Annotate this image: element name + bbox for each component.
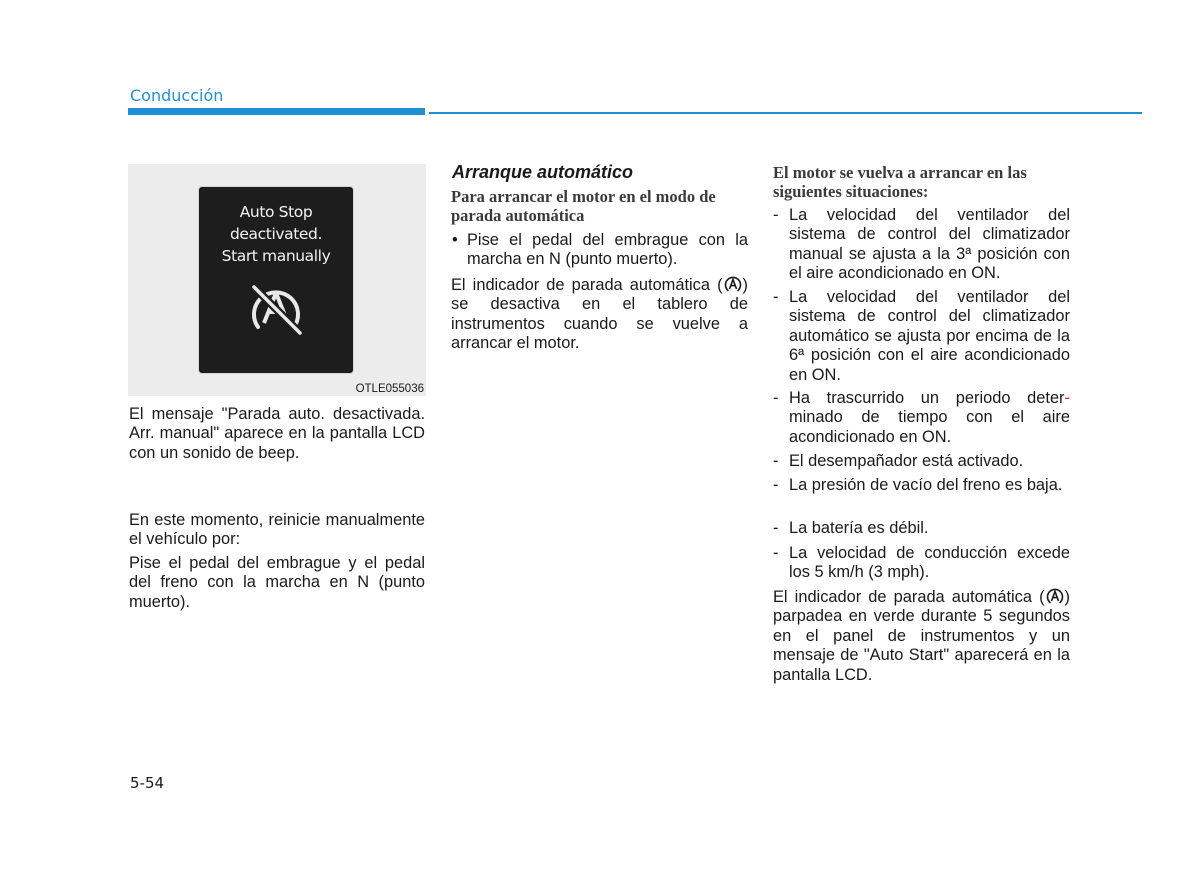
col3-item-2-text: La velocidad del ventilador del sistema de control del climatizador automático se ajusta por encima de la 6ª posición con el aire acondicionado en ON.	[789, 288, 1070, 384]
dash-mark: -	[773, 389, 779, 407]
auto-stop-indicator-icon	[1046, 587, 1064, 605]
dash-mark: -	[773, 544, 779, 562]
dash-mark: -	[773, 452, 779, 470]
figure-code: OTLE055036	[355, 383, 424, 395]
lcd-figure	[128, 164, 426, 396]
col1-paragraph-3: Pise el pedal del embrague y el pedal del freno con la marcha en N (punto muerto).	[129, 554, 425, 611]
dash-mark: -	[773, 288, 779, 306]
col3-item-4	[773, 452, 1070, 471]
col3-paragraph-end: ) parpadea en verde durante 5 segundos en el panel de instrumentos y un mensaje de "Auto Start" aparecerá en la pantalla LCD.	[773, 588, 1070, 684]
col2-bullet-text: Pise el pedal del embrague con la marcha en N (punto muerto).	[467, 231, 748, 269]
col2-paragraph-start: El indicador de parada automática (	[451, 276, 723, 294]
col2-bullet-item	[452, 231, 748, 270]
col3-item-5-text: La presión de vacío del freno es baja.	[789, 476, 1063, 494]
col3-item-3	[773, 389, 1070, 447]
col2-subheading: Para arrancar el motor en el modo de parada automática	[451, 187, 716, 225]
col3-heading: El motor se vuelva a arrancar en las siguientes situaciones:	[773, 163, 1027, 201]
page-number: 5-54	[130, 774, 165, 792]
dash-mark: -	[773, 519, 779, 537]
col2-paragraph-end: ) se desactiva en el tablero de instrumentos cuando se vuelve a arrancar el motor.	[451, 276, 748, 353]
bullet-mark: •	[452, 231, 458, 249]
lcd-line-2: deactivated.	[229, 225, 323, 243]
col3-item-7	[773, 544, 1070, 583]
lcd-screen	[198, 186, 354, 374]
section-title: Conducción	[130, 86, 224, 105]
col1-paragraph-1: El mensaje "Parada auto. desactivada. Arr. manual" aparece en la pantalla LCD con un sonido de beep.	[129, 405, 425, 462]
col3-item-6-text: La batería es débil.	[789, 519, 929, 537]
auto-stop-off-icon	[244, 279, 308, 339]
col3-item-1-text: La velocidad del ventilador del sistema de control del climatizador manual se ajusta a la 3ª posición con el aire acondicionado en ON.	[789, 206, 1070, 283]
dash-mark: -	[773, 476, 779, 494]
header-rule-thick	[128, 108, 425, 115]
auto-stop-indicator-icon	[724, 275, 742, 293]
col3-item-5	[773, 476, 1070, 495]
lcd-line-3: Start manually	[221, 247, 331, 265]
col3-item-3-text-start: Ha trascurrido un periodo deter	[789, 389, 1065, 407]
lcd-line-1: Auto Stop	[239, 203, 313, 221]
col3-item-6	[773, 519, 1070, 538]
col3-item-4-text: El desempañador está activado.	[789, 452, 1024, 470]
col3-item-1	[773, 206, 1070, 284]
lcd-message	[199, 201, 353, 267]
col3-paragraph-start: El indicador de parada automática (	[773, 588, 1045, 606]
col3-item-7-text: La velocidad de conducción excede los 5 km/h (3 mph).	[789, 544, 1070, 582]
col1-paragraph-2: En este momento, reinicie manualmente el vehículo por:	[129, 511, 425, 549]
dash-mark: -	[773, 206, 779, 224]
col3-item-3-text-end: minado de tiempo con el aire acondicionado en ON.	[789, 408, 1070, 446]
col3-paragraph	[773, 587, 1070, 685]
col2-heading: Arranque automático	[452, 162, 634, 182]
header-rule-thin	[429, 112, 1142, 114]
hyphen-mark: -	[1064, 389, 1070, 407]
col2-paragraph	[451, 275, 748, 354]
col3-item-2	[773, 288, 1070, 385]
